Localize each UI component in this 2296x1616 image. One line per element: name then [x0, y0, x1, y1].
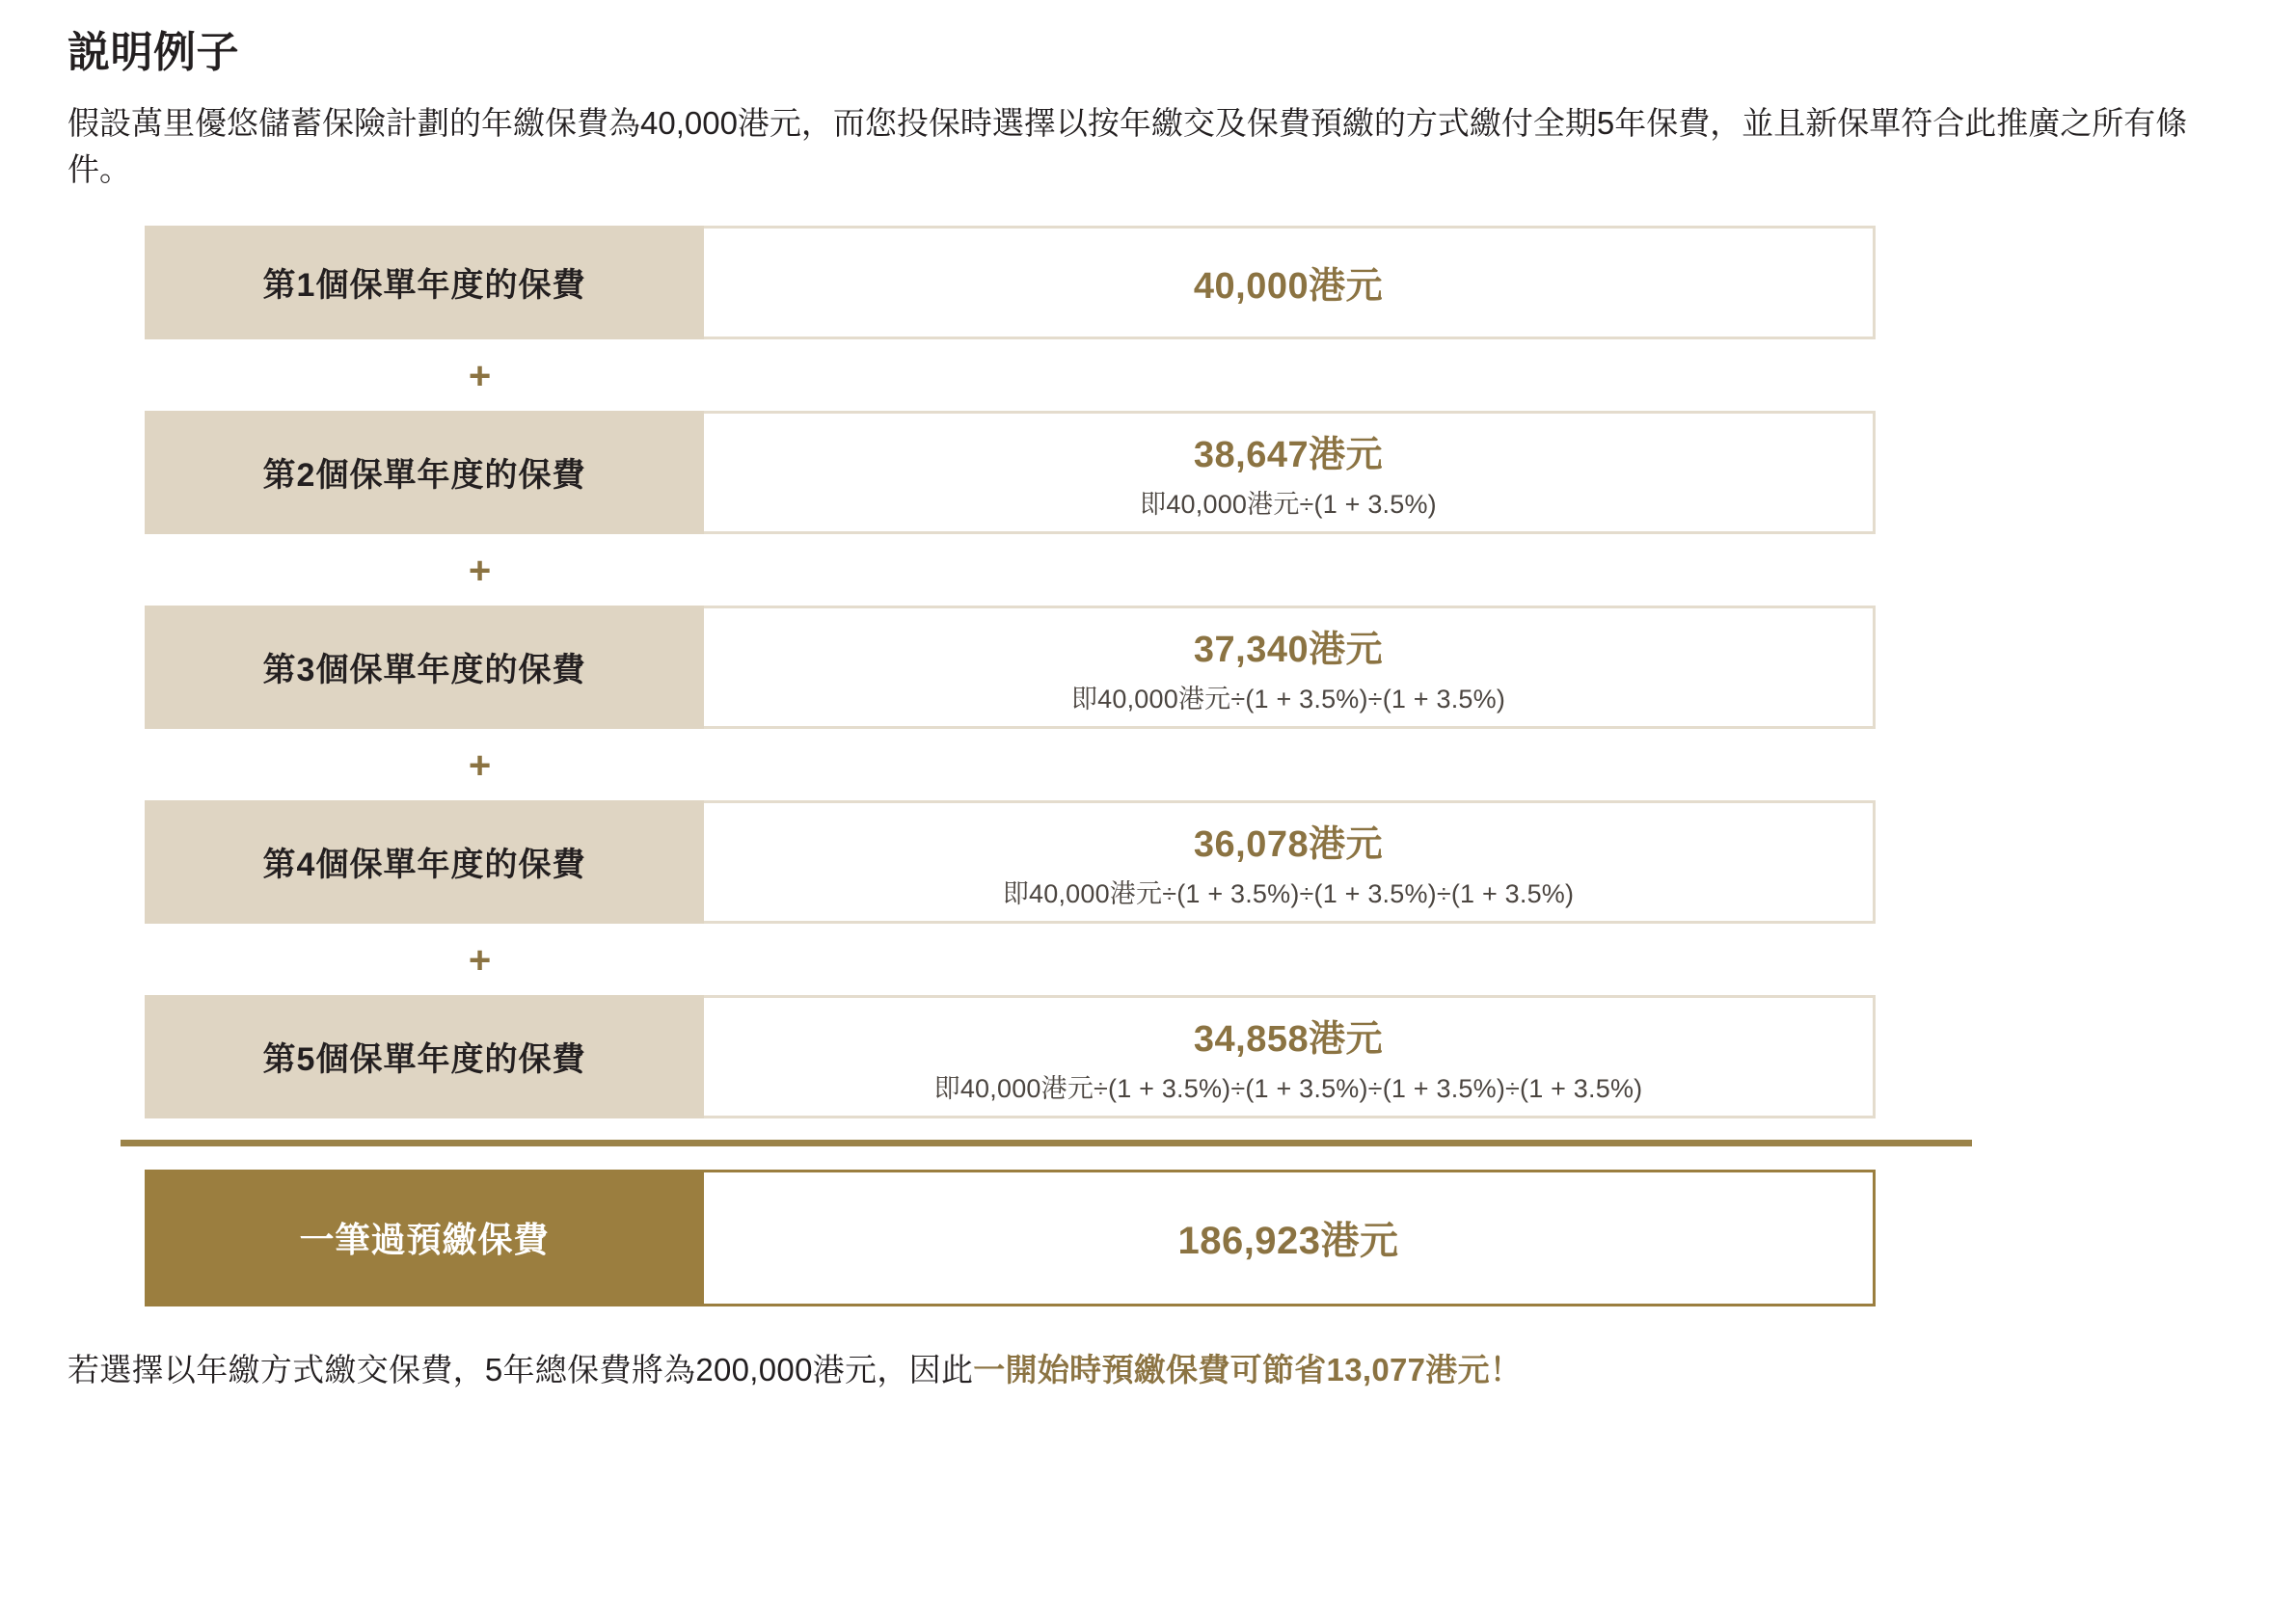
row-amount: 36,078港元	[1193, 823, 1384, 865]
plus-icon: +	[468, 549, 492, 592]
footnote-plain-text: 若選擇以年繳方式繳交保費，5年總保費將為200,000港元，因此	[68, 1351, 974, 1387]
row-value-cell	[704, 606, 1876, 729]
row-label: 第3個保單年度的保費	[262, 652, 586, 689]
row-formula: 即40,000港元÷(1 + 3.5%)	[1140, 489, 1437, 519]
example-illustration-page	[0, 17, 2296, 1616]
row-label: 第1個保單年度的保費	[262, 267, 586, 305]
row-label: 第2個保單年度的保費	[262, 457, 586, 495]
total-label: 一筆過預繳保費	[299, 1220, 550, 1260]
total-label-cell	[145, 1170, 704, 1306]
intro-paragraph: 假設萬里優悠儲蓄保險計劃的年繳保費為40,000港元，而您投保時選擇以按年繳交及保費預繳的方式繳付全期5年保費，並且新保單符合此推廣之所有條件。	[68, 105, 2188, 187]
plus-separator	[145, 339, 1876, 411]
plus-icon: +	[468, 743, 492, 787]
row-label-cell	[145, 411, 704, 534]
total-divider	[121, 1140, 1972, 1146]
total-row	[145, 1170, 1876, 1306]
table-row	[145, 226, 1876, 339]
total-value-cell	[704, 1170, 1876, 1306]
row-value-cell	[704, 226, 1876, 339]
row-amount: 37,340港元	[1193, 629, 1384, 670]
row-label-cell	[145, 800, 704, 924]
row-amount: 40,000港元	[1193, 266, 1384, 308]
plus-icon: +	[468, 354, 492, 397]
total-amount: 186,923港元	[1177, 1220, 1399, 1263]
table-row	[145, 995, 1876, 1118]
page-title: 説明例子	[68, 29, 239, 76]
premium-breakdown-table	[68, 226, 2228, 1306]
row-label: 第4個保單年度的保費	[262, 847, 586, 884]
footnote	[68, 1345, 2228, 1390]
row-formula: 即40,000港元÷(1 + 3.5%)÷(1 + 3.5%)	[1070, 684, 1506, 714]
row-value-cell	[704, 411, 1876, 534]
table-row	[145, 800, 1876, 924]
plus-separator	[145, 729, 1876, 800]
row-label-cell	[145, 226, 704, 339]
table-row	[145, 411, 1876, 534]
table-row	[145, 606, 1876, 729]
row-value-cell	[704, 800, 1876, 924]
row-amount: 38,647港元	[1193, 434, 1384, 475]
row-label-cell	[145, 606, 704, 729]
row-formula: 即40,000港元÷(1 + 3.5%)÷(1 + 3.5%)÷(1 + 3.5%)	[1002, 878, 1575, 908]
plus-separator	[145, 924, 1876, 995]
row-formula: 即40,000港元÷(1 + 3.5%)÷(1 + 3.5%)÷(1 + 3.5%)÷(1 + 3.5%)	[933, 1073, 1643, 1103]
row-value-cell	[704, 995, 1876, 1118]
footnote-highlight-text: 一開始時預繳保費可節省13,077港元！	[973, 1351, 1523, 1387]
row-amount: 34,858港元	[1193, 1018, 1384, 1060]
plus-icon: +	[468, 938, 492, 982]
row-label-cell	[145, 995, 704, 1118]
row-label: 第5個保單年度的保費	[262, 1041, 586, 1079]
plus-separator	[145, 534, 1876, 606]
